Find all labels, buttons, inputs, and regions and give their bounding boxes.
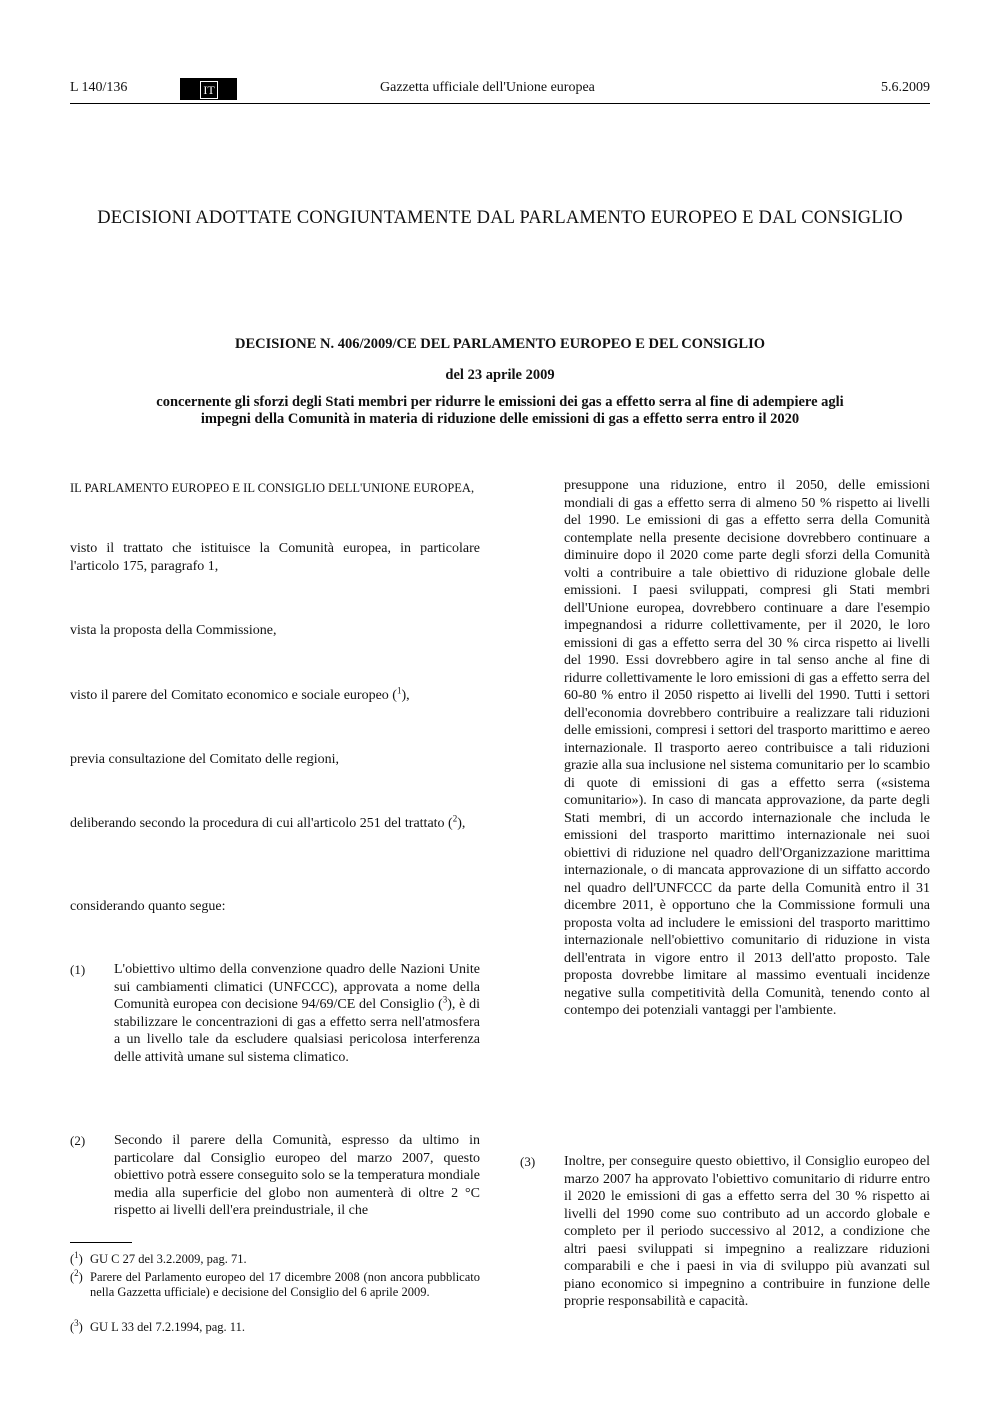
whereas-clause: considerando quanto segue: xyxy=(70,899,226,914)
decision-date: del 23 aprile 2009 xyxy=(445,367,555,383)
footnote-divider xyxy=(70,1242,132,1243)
recital-text-part: L'obiettivo ultimo della convenzione quadro delle Nazioni Unite sui cambiamenti climatici (UNFCCC), approvata a nome della Comunità europea con decisione 94/69/CE del Consiglio ( xyxy=(114,962,480,1012)
recital-text: Secondo il parere della Comunità, espresso da ultimo in particolare dal Consiglio europeo del marzo 2007, questo obiettivo potrà essere conseguito solo se la temperatura mondiale media alla superficie del globo non aumenterà di oltre 2 °C rispetto ai livelli dell'era preindustriale, il che xyxy=(114,1133,480,1218)
footnote-text: GU L 33 del 7.2.1994, pag. 11. xyxy=(90,1320,245,1334)
recital-number: (3) xyxy=(520,1154,536,1169)
footnote-ref[interactable]: 2 xyxy=(452,813,458,824)
citation-procedure xyxy=(70,815,480,833)
footnote-marker: 2 xyxy=(74,1267,79,1278)
footnote-ref[interactable]: 3 xyxy=(442,994,448,1005)
language-badge xyxy=(180,78,237,100)
citation-regions: previa consultazione del Comitato delle regioni, xyxy=(70,752,340,767)
language-code: IT xyxy=(200,81,218,99)
recital-text xyxy=(114,961,480,1066)
footnote-text: GU C 27 del 3.2.2009, pag. 71. xyxy=(90,1252,247,1266)
recital-text: Inoltre, per conseguire questo obiettivo, il Consiglio europeo del marzo 2007 ha approvato l'obiettivo comunitario di ridurre entro il 2020 le emissioni di gas a effetto serra del 30 % rispetto ai livelli del 1990 come suo contributo ad un accordo globale e completo per il periodo successivo al 2012, a condizione che altri paesi sviluppati si impegnino a realizzare riduzioni comparabili e che i paesi in via di sviluppo più avanzati sul piano economico si impegnino a contribuire in funzione delle proprie responsabilità e capacità. xyxy=(564,1154,930,1309)
footnote-ref[interactable]: 1 xyxy=(396,685,402,696)
footnote-text: Parere del Parlamento europeo del 17 dicembre 2008 (non ancora pubblicato nella Gazzetta ufficiale) e decisione del Consiglio del 6 aprile 2009. xyxy=(90,1270,480,1299)
header-divider xyxy=(70,103,930,104)
citation-text: visto il parere del Comitato economico e sociale europeo ( xyxy=(70,688,397,703)
recital-2 xyxy=(70,1132,480,1232)
recital-3 xyxy=(520,1153,930,1343)
recital-text-part: ), è di stabilizzare le concentrazioni di gas a effetto serra nell'atmosfera a un livello tale da escludere qualsiasi pericolosa interferenza delle attività umane sul sistema climatico. xyxy=(114,997,481,1065)
recital-number: (2) xyxy=(70,1133,86,1148)
footnote-number: ($^1$) xyxy=(70,1249,83,1266)
recital-number: (1) xyxy=(70,962,86,977)
decision-title: DECISIONE N. 406/2009/CE DEL PARLAMENTO EUROPEO E DEL CONSIGLIO xyxy=(234,336,765,352)
citation-esc-opinion xyxy=(70,687,480,705)
preamble-authors: IL PARLAMENTO EUROPEO E IL CONSIGLIO DELL'UNIONE EUROPEA, xyxy=(70,481,475,495)
footnote-number: ($^2$) xyxy=(70,1267,83,1284)
journal-title: Gazzetta ufficiale dell'Unione europea xyxy=(380,80,595,95)
footnote-marker: 1 xyxy=(74,1249,79,1260)
decision-subject: concernente gli sforzi degli Stati membri per ridurre le emissioni dei gas a effetto serra al fine di adempiere agli impegni della Comunità in materia di riduzione delle emissioni di gas a effetto serra entro il 2020 xyxy=(156,394,844,427)
citation-treaty: visto il trattato che istituisce la Comunità europea, in particolare l'articolo 175, paragrafo 1, xyxy=(70,541,480,574)
recital-2-continuation: presuppone una riduzione, entro il 2050, delle emissioni mondiali di gas a effetto serra di almeno 50 % rispetto ai livelli del 1990. Le emissioni di gas a effetto serra della Comunità contemplate nella presente decisione dovrebbero continuare a diminuire dopo il 2020 come parte degli sforzi della Comunità volti a contribuire a tale obiettivo di riduzione globale delle emissioni. I paesi sviluppati, compresi gli Stati membri dell'Unione europea, dovrebbero continuare a dare l'esempio impegnandosi a ridurre collettivamente, per il 2020, le loro emissioni di gas a effetto serra del 30 % circa rispetto ai livelli del 1990. Essi dovrebbero agire in tal senso anche al fine di ridurre collettivamente le loro emissioni di gas a effetto serra del 60-80 % entro il 2050 rispetto ai livelli del 1990. Tutti i settori dell'economia dovrebbero contribuire a realizzare tali riduzioni delle emissioni, compresi i settori del trasporto marittimo e aereo internazionale. Il trasporto aereo contribuisce a tali riduzioni grazie alla sua inclusione nel sistema comunitario per lo scambio di quote di emissioni di gas a effetto serra («sistema comunitario»). In caso di mancata approvazione, da parte degli Stati membri, di un accordo internazionale che includa le emissioni del trasporto marittimo internazionale nei suoi obiettivi di riduzione nel quadro dell'Organizzazione marittima internazionale, o di mancata approvazione di un siffatto accordo nel quadro dell'UNFCCC da parte della Comunità entro il 31 dicembre 2011, è opportuno che la Commissione formuli una proposta volta ad includere le emissioni del trasporto marittimo internazionale nell'obiettivo comunitario di riduzione in vista dell'entrata in vigore entro il 2013 dell'atto proposto. Tale proposta dovrebbe limitare al massimo eventuali incidenze negative sulla competitività della Comunità, tenendo conto al contempo dei potenziali vantaggi per l'ambiente. xyxy=(564,478,930,1018)
citation-text-end: ), xyxy=(401,688,410,703)
citation-proposal: vista la proposta della Commissione, xyxy=(70,623,277,638)
publication-date: 5.6.2009 xyxy=(881,80,930,95)
citation-text: deliberando secondo la procedura di cui all'articolo 251 del trattato ( xyxy=(70,816,453,831)
section-heading: DECISIONI ADOTTATE CONGIUNTAMENTE DAL PARLAMENTO EUROPEO E DAL CONSIGLIO xyxy=(97,208,903,228)
footnote-marker: 3 xyxy=(74,1317,79,1328)
footnote-number: ($^3$) xyxy=(70,1317,83,1334)
recital-1 xyxy=(70,961,480,1101)
citation-text-end: ), xyxy=(457,816,466,831)
page-reference: L 140/136 xyxy=(70,80,128,95)
